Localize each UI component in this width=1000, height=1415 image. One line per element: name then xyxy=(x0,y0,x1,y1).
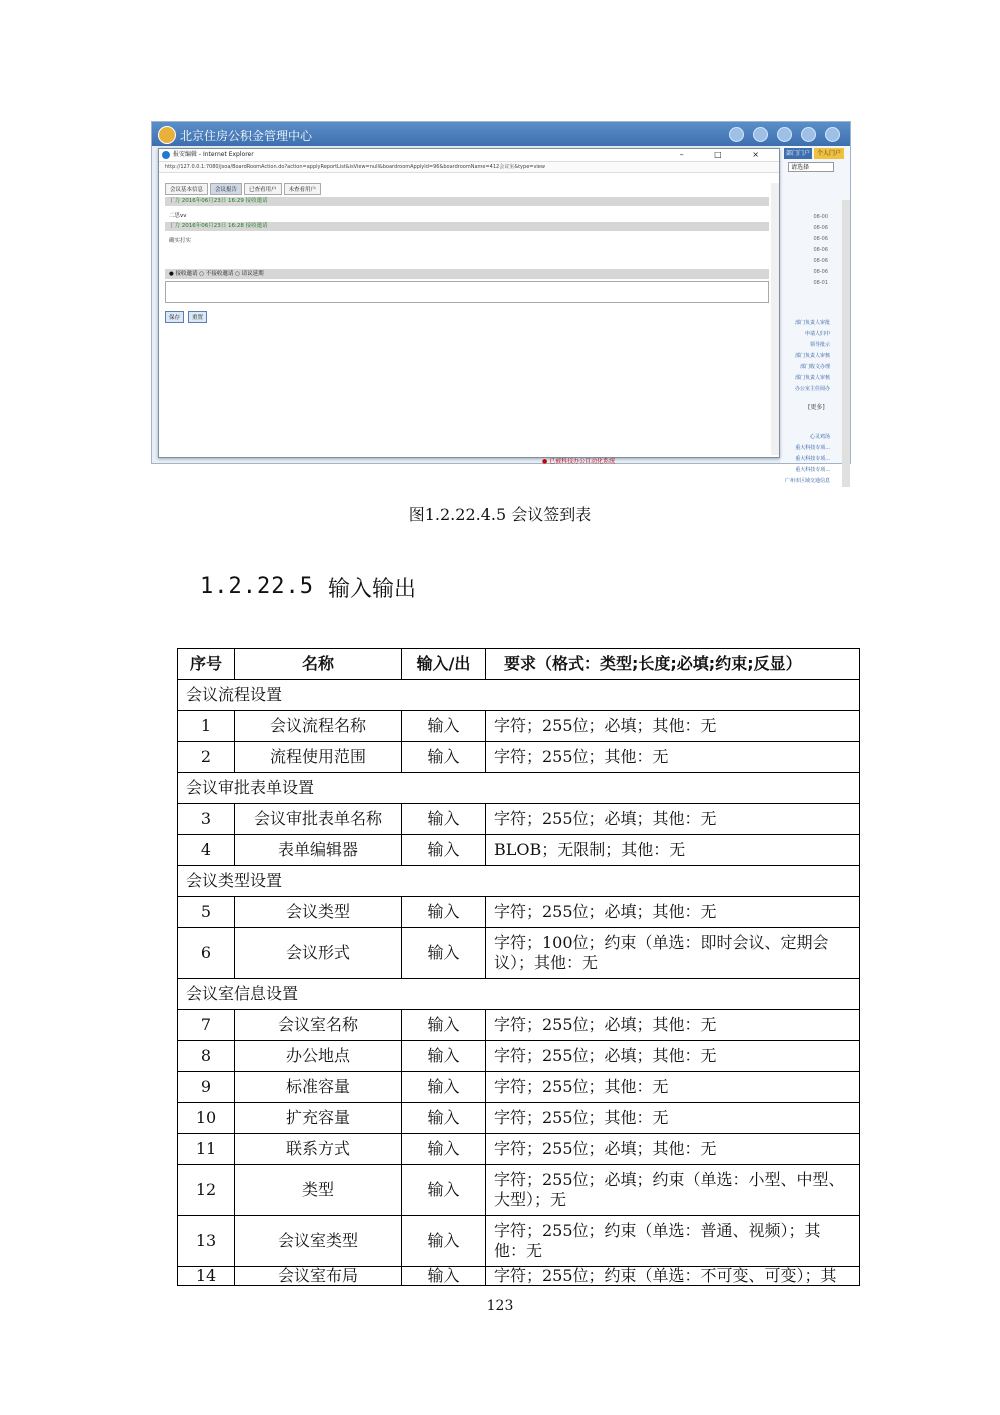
row-req: 字符；255位；其他：无 xyxy=(486,1072,860,1103)
row-no: 4 xyxy=(178,835,235,866)
row-io: 输入 xyxy=(402,1010,486,1041)
form-buttons xyxy=(165,311,211,323)
more-link[interactable]: [更多] xyxy=(808,404,825,411)
tab-basic-info[interactable]: 会议基本信息 xyxy=(165,183,208,195)
row-name: 类型 xyxy=(235,1165,402,1216)
row-no: 12 xyxy=(178,1165,235,1216)
right-panel xyxy=(780,146,850,484)
reply-text: 二思vv xyxy=(169,213,187,219)
section-row xyxy=(178,866,860,897)
table-row xyxy=(178,1165,860,1216)
tab-report[interactable]: 会议报告 xyxy=(210,183,242,195)
row-req: 字符；255位；其他：无 xyxy=(486,742,860,773)
row-io: 输入 xyxy=(402,1165,486,1216)
reply-text: 确实打实 xyxy=(169,238,192,244)
table-row xyxy=(178,1072,860,1103)
dept-portal-tab[interactable]: 部门门户 xyxy=(785,150,810,157)
table-row xyxy=(178,742,860,773)
table-row xyxy=(178,804,860,835)
list-item[interactable]: 重大科技专项... xyxy=(795,445,830,451)
section-row xyxy=(178,773,860,804)
row-req: 字符；255位；必填；其他：无 xyxy=(486,1134,860,1165)
news-link-list xyxy=(780,432,830,487)
row-no: 3 xyxy=(178,804,235,835)
settings-icon[interactable] xyxy=(801,127,816,142)
exit-icon[interactable] xyxy=(825,127,840,142)
embedded-screenshot xyxy=(151,121,851,484)
internet-explorer-icon xyxy=(162,151,170,159)
row-io: 输入 xyxy=(402,711,486,742)
row-name: 标准容量 xyxy=(235,1072,402,1103)
reply-row: 丁力 2016年06月23日 16:28 接收邀请 xyxy=(165,222,769,231)
row-req: 字符；255位；必填；其他：无 xyxy=(486,711,860,742)
app-header xyxy=(152,122,850,146)
row-io: 输入 xyxy=(402,1216,486,1267)
housing-fund-logo-icon xyxy=(158,126,176,144)
row-no: 1 xyxy=(178,711,235,742)
section-label: 会议室信息设置 xyxy=(178,979,860,1010)
section-label: 会议类型设置 xyxy=(178,866,860,897)
workflow-link-list xyxy=(780,318,830,395)
table-row xyxy=(178,1267,860,1286)
app-title: 北京住房公积金管理中心 xyxy=(180,129,313,143)
right-scrollbar[interactable] xyxy=(842,200,850,487)
row-no: 7 xyxy=(178,1010,235,1041)
row-name: 表单编辑器 xyxy=(235,835,402,866)
table-row xyxy=(178,1041,860,1072)
section-label: 会议审批表单设置 xyxy=(178,773,860,804)
row-io: 输入 xyxy=(402,804,486,835)
row-req: 字符；255位；其他：无 xyxy=(486,1103,860,1134)
table-row xyxy=(178,1216,860,1267)
window-controls[interactable]: – □ × xyxy=(679,150,773,159)
row-io: 输入 xyxy=(402,928,486,979)
row-req: 字符；255位；约束（单选：普通、视频）；其他：无 xyxy=(486,1216,860,1267)
row-no: 10 xyxy=(178,1103,235,1134)
list-item[interactable]: 重大科技专项... xyxy=(795,456,830,462)
row-name: 联系方式 xyxy=(235,1134,402,1165)
row-req: 字符；255位；约束（单选：不可变、可变）；其 xyxy=(486,1267,860,1286)
col-header: 输入/出 xyxy=(402,649,486,680)
row-req: BLOB；无限制；其他：无 xyxy=(486,835,860,866)
list-item[interactable]: 心灵鸡汤 xyxy=(809,434,830,440)
address-bar[interactable]: http://127.0.0.1:7080/jsoa/BoardRoomAction.do?action=applyReportList&isView=null&boardroomApplyId=96&boardroomName=412会议室&type=view xyxy=(159,161,779,173)
row-no: 14 xyxy=(178,1267,235,1286)
list-item[interactable]: 部门负责人审批 xyxy=(794,320,830,326)
page-number: 123 xyxy=(486,1298,514,1314)
personal-portal-tab[interactable]: 个人门户 xyxy=(814,148,844,159)
list-item: 08-01 xyxy=(813,280,828,286)
row-name: 会议室名称 xyxy=(235,1010,402,1041)
section-number: 1.2.22.5 xyxy=(200,574,314,599)
list-item: 08-06 xyxy=(813,236,828,242)
row-io: 输入 xyxy=(402,1134,486,1165)
row-name: 会议流程名称 xyxy=(235,711,402,742)
table-row xyxy=(178,1010,860,1041)
row-no: 5 xyxy=(178,897,235,928)
row-req: 字符；255位；必填；其他：无 xyxy=(486,1010,860,1041)
row-no: 6 xyxy=(178,928,235,979)
bottom-notice[interactable]: ● 已被科技办公自动化系统 xyxy=(542,458,616,465)
row-no: 2 xyxy=(178,742,235,773)
list-item[interactable]: 部门收文办理 xyxy=(799,364,830,370)
list-item: 08-06 xyxy=(813,225,828,231)
table-header-row xyxy=(178,649,860,680)
row-no: 13 xyxy=(178,1216,235,1267)
list-item[interactable]: 办公室主任阅办 xyxy=(794,386,830,392)
table-row xyxy=(178,928,860,979)
list-item[interactable]: 广州市区域交通信息 xyxy=(784,478,830,484)
row-io: 输入 xyxy=(402,1072,486,1103)
list-item[interactable]: 部门负责人审核 xyxy=(794,353,830,359)
table-row xyxy=(178,1134,860,1165)
meeting-tabs xyxy=(165,183,323,195)
row-req: 字符；100位；约束（单选：即时会议、定期会议）；其他：无 xyxy=(486,928,860,979)
row-name: 会议类型 xyxy=(235,897,402,928)
row-no: 11 xyxy=(178,1134,235,1165)
row-name: 会议形式 xyxy=(235,928,402,979)
section-row xyxy=(178,680,860,711)
row-name: 会议室类型 xyxy=(235,1216,402,1267)
list-item[interactable]: 部门负责人审核 xyxy=(794,375,830,381)
row-req: 字符；255位；必填；约束（单选：小型、中型、大型）；无 xyxy=(486,1165,860,1216)
list-item[interactable]: 申请人归中 xyxy=(804,331,830,337)
window-title: 报安编辑 - Internet Explorer xyxy=(173,151,254,158)
window-scrollbar[interactable] xyxy=(771,183,779,455)
row-req: 字符；255位；必填；其他：无 xyxy=(486,897,860,928)
row-io: 输入 xyxy=(402,1103,486,1134)
row-name: 会议审批表单名称 xyxy=(235,804,402,835)
row-name: 会议室布局 xyxy=(235,1267,402,1286)
row-io: 输入 xyxy=(402,835,486,866)
help-icon[interactable] xyxy=(729,127,744,142)
row-io: 输入 xyxy=(402,1267,486,1286)
figure-caption: 图1.2.22.4.5 会议签到表 xyxy=(408,505,592,524)
list-item: 08-06 xyxy=(813,258,828,264)
reset-button[interactable]: 重置 xyxy=(188,311,207,323)
list-item: 08-06 xyxy=(813,269,828,275)
save-button[interactable]: 保存 xyxy=(165,311,184,323)
list-item[interactable]: 重大科技专项... xyxy=(795,467,830,473)
col-header: 要求（格式：类型;长度;必填;约束;反显） xyxy=(486,649,860,680)
row-name: 办公地点 xyxy=(235,1041,402,1072)
row-name: 扩充容量 xyxy=(235,1103,402,1134)
row-req: 字符；255位；必填；其他：无 xyxy=(486,804,860,835)
col-header: 名称 xyxy=(235,649,402,680)
top-toolbar xyxy=(720,127,840,146)
row-io: 输入 xyxy=(402,742,486,773)
section-title: 输入输出 xyxy=(328,577,417,602)
window-titlebar xyxy=(159,149,779,161)
row-io: 输入 xyxy=(402,1041,486,1072)
date-list xyxy=(790,212,828,289)
tab-unviewed-users[interactable]: 未查看用户 xyxy=(284,183,322,195)
home-icon[interactable] xyxy=(777,127,792,142)
module-select[interactable]: 请选择 xyxy=(788,162,834,172)
row-io: 输入 xyxy=(402,897,486,928)
row-no: 8 xyxy=(178,1041,235,1072)
table-row xyxy=(178,835,860,866)
list-item: 08-00 xyxy=(813,214,828,220)
ie-popup-window xyxy=(158,148,780,458)
table-row xyxy=(178,897,860,928)
refresh-icon[interactable] xyxy=(753,127,768,142)
io-table xyxy=(177,648,860,1286)
table-row xyxy=(178,711,860,742)
row-req: 字符；255位；必填；其他：无 xyxy=(486,1041,860,1072)
row-name: 流程使用范围 xyxy=(235,742,402,773)
tab-viewed-users[interactable]: 已查看用户 xyxy=(244,183,282,195)
reply-textarea[interactable] xyxy=(165,281,769,303)
col-header: 序号 xyxy=(178,649,235,680)
section-row xyxy=(178,979,860,1010)
response-radio-group[interactable]: ● 接收邀请 ○ 不接收邀请 ○ 请议延期 xyxy=(165,269,769,279)
row-no: 9 xyxy=(178,1072,235,1103)
list-item: 08-06 xyxy=(813,247,828,253)
reply-row: 丁力 2016年06月23日 16:29 接收邀请 xyxy=(165,197,769,206)
table-row xyxy=(178,1103,860,1134)
list-item[interactable]: 领导批示 xyxy=(809,342,830,348)
section-label: 会议流程设置 xyxy=(178,680,860,711)
